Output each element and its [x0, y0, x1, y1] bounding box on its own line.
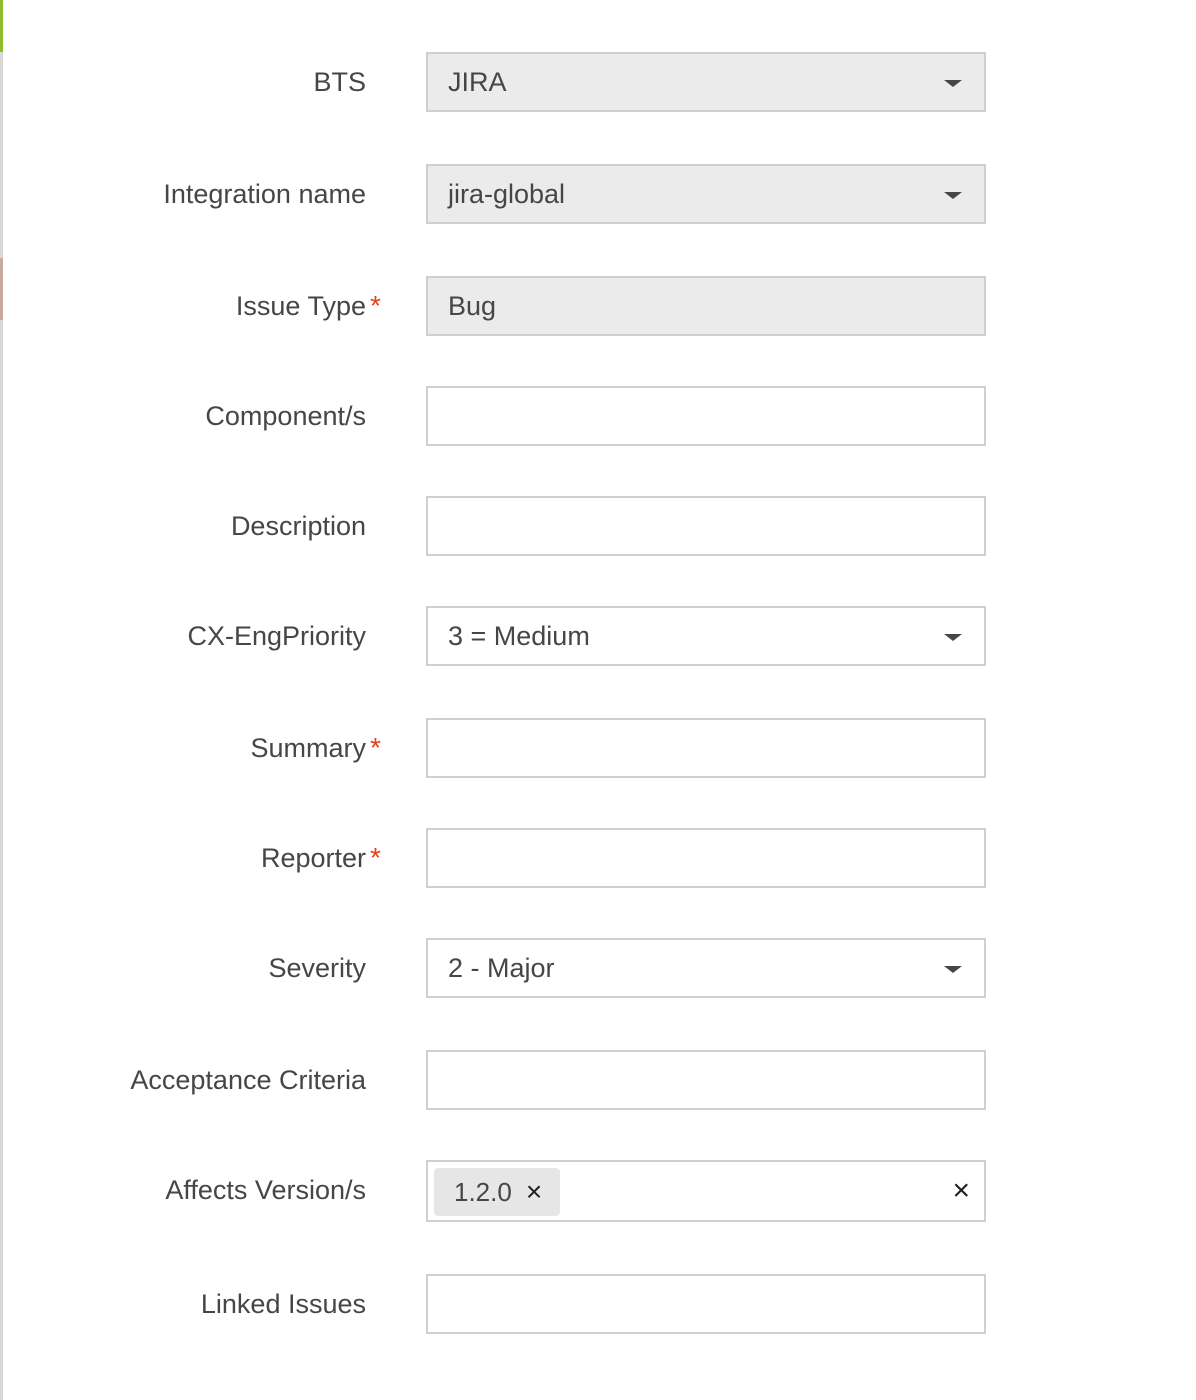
integration-name-value: jira-global	[448, 178, 566, 209]
caret-down-icon	[944, 80, 962, 87]
acceptance-criteria-label: Acceptance Criteria	[130, 1064, 366, 1095]
severity-select[interactable]	[426, 938, 986, 998]
integration-name-select[interactable]	[426, 164, 986, 224]
severity-value: 2 - Major	[448, 952, 555, 983]
affects-versions-row	[0, 1160, 1000, 1222]
summary-row	[0, 718, 1000, 780]
version-tag	[434, 1168, 560, 1216]
summary-input[interactable]	[426, 718, 986, 778]
description-label: Description	[230, 510, 366, 541]
affects-versions-label: Affects Version/s	[165, 1174, 366, 1205]
issue-type-label: Issue Type	[235, 290, 366, 321]
integration-name-label: Integration name	[163, 178, 366, 209]
issue-type-row	[0, 276, 1000, 338]
reporter-row	[0, 828, 1000, 890]
components-row	[0, 386, 1000, 448]
clear-all-icon[interactable]: ×	[952, 1174, 970, 1207]
components-input[interactable]	[426, 386, 986, 446]
acceptance-criteria-row	[0, 1050, 1000, 1112]
caret-down-icon	[944, 634, 962, 641]
severity-row	[0, 938, 1000, 1000]
linked-issues-row	[0, 1274, 1000, 1336]
version-tag-label: 1.2.0	[454, 1176, 512, 1207]
cx-eng-priority-row	[0, 606, 1000, 668]
linked-issues-label: Linked Issues	[200, 1288, 366, 1319]
required-indicator: *	[370, 290, 381, 321]
bts-row	[0, 52, 1000, 114]
caret-down-icon	[944, 966, 962, 973]
summary-label: Summary	[250, 732, 366, 763]
issue-type-value: Bug	[448, 290, 497, 321]
required-indicator: *	[370, 842, 381, 873]
description-input[interactable]	[426, 496, 986, 556]
bts-value: JIRA	[448, 66, 507, 97]
integration-name-row	[0, 164, 1000, 226]
close-icon[interactable]: ×	[525, 1176, 543, 1207]
issue-type-field	[426, 276, 986, 336]
reporter-input[interactable]	[426, 828, 986, 888]
affects-versions-multiselect[interactable]	[426, 1160, 986, 1222]
cx-eng-priority-label: CX-EngPriority	[187, 620, 366, 651]
bts-label: BTS	[313, 66, 366, 97]
components-label: Component/s	[205, 400, 366, 431]
caret-down-icon	[944, 192, 962, 199]
acceptance-criteria-input[interactable]	[426, 1050, 986, 1110]
reporter-label: Reporter	[260, 842, 366, 873]
severity-label: Severity	[268, 952, 366, 983]
linked-issues-input[interactable]	[426, 1274, 986, 1334]
cx-eng-priority-value: 3 = Medium	[448, 620, 590, 651]
description-row	[0, 496, 1000, 558]
required-indicator: *	[370, 732, 381, 763]
bts-select[interactable]	[426, 52, 986, 112]
cx-eng-priority-select[interactable]	[426, 606, 986, 666]
